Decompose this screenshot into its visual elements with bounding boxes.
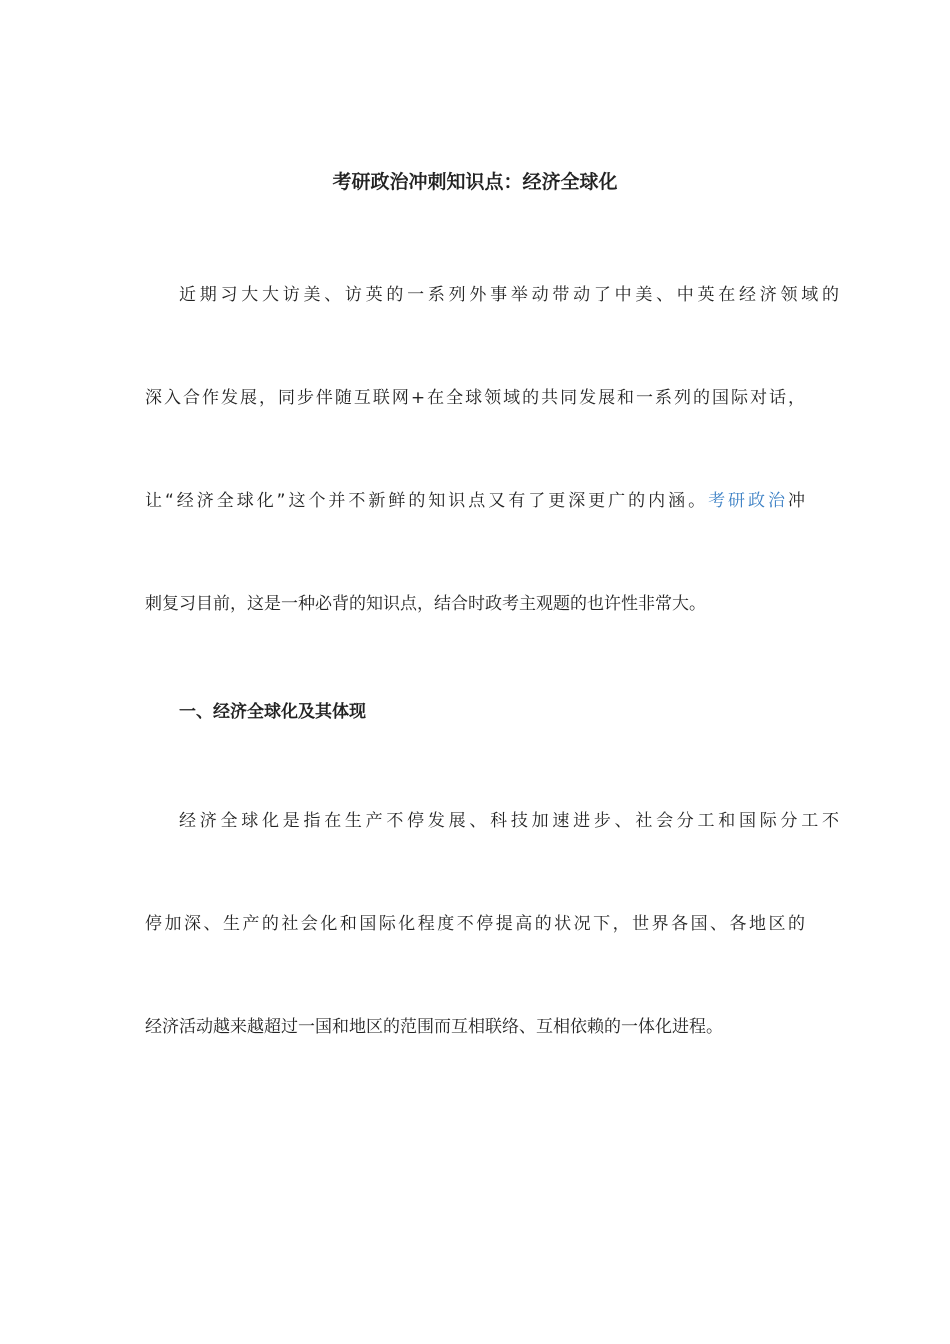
paragraph-1-line-4: 刺复习目前，这是一种必背的知识点，结合时政考主观题的也许性非常大。 [145,594,706,614]
paragraph-1-line-3-text: 让“经济全球化”这个并不新鲜的知识点又有了更深更广的内涵。 [145,491,709,511]
paragraph-1-line-2: 深入合作发展，同步伴随互联网+在全球领域的共同发展和一系列的国际对话， [145,388,805,408]
paragraph-1-line-1: 近期习大大访美、访英的一系列外事举动带动了中美、中英在经济领域的 [179,285,839,305]
document-title: 考研政治冲刺知识点：经济全球化 [332,171,618,193]
kaoyan-politics-link[interactable]: 考研政治 [708,491,789,511]
paragraph-2-line-3: 经济活动越来越超过一国和地区的范围而互相联络、互相依赖的一体化进程。 [145,1017,723,1037]
section-heading: 一、经济全球化及其体现 [179,702,366,722]
paragraph-2-line-2: 停加深、生产的社会化和国际化程度不停提高的状况下，世界各国、各地区的 [145,914,805,934]
paragraph-1-line-3 [145,486,805,516]
paragraph-1-line-3-tail: 冲 [788,491,806,511]
paragraph-2-line-1: 经济全球化是指在生产不停发展、科技加速进步、社会分工和国际分工不 [179,811,839,831]
